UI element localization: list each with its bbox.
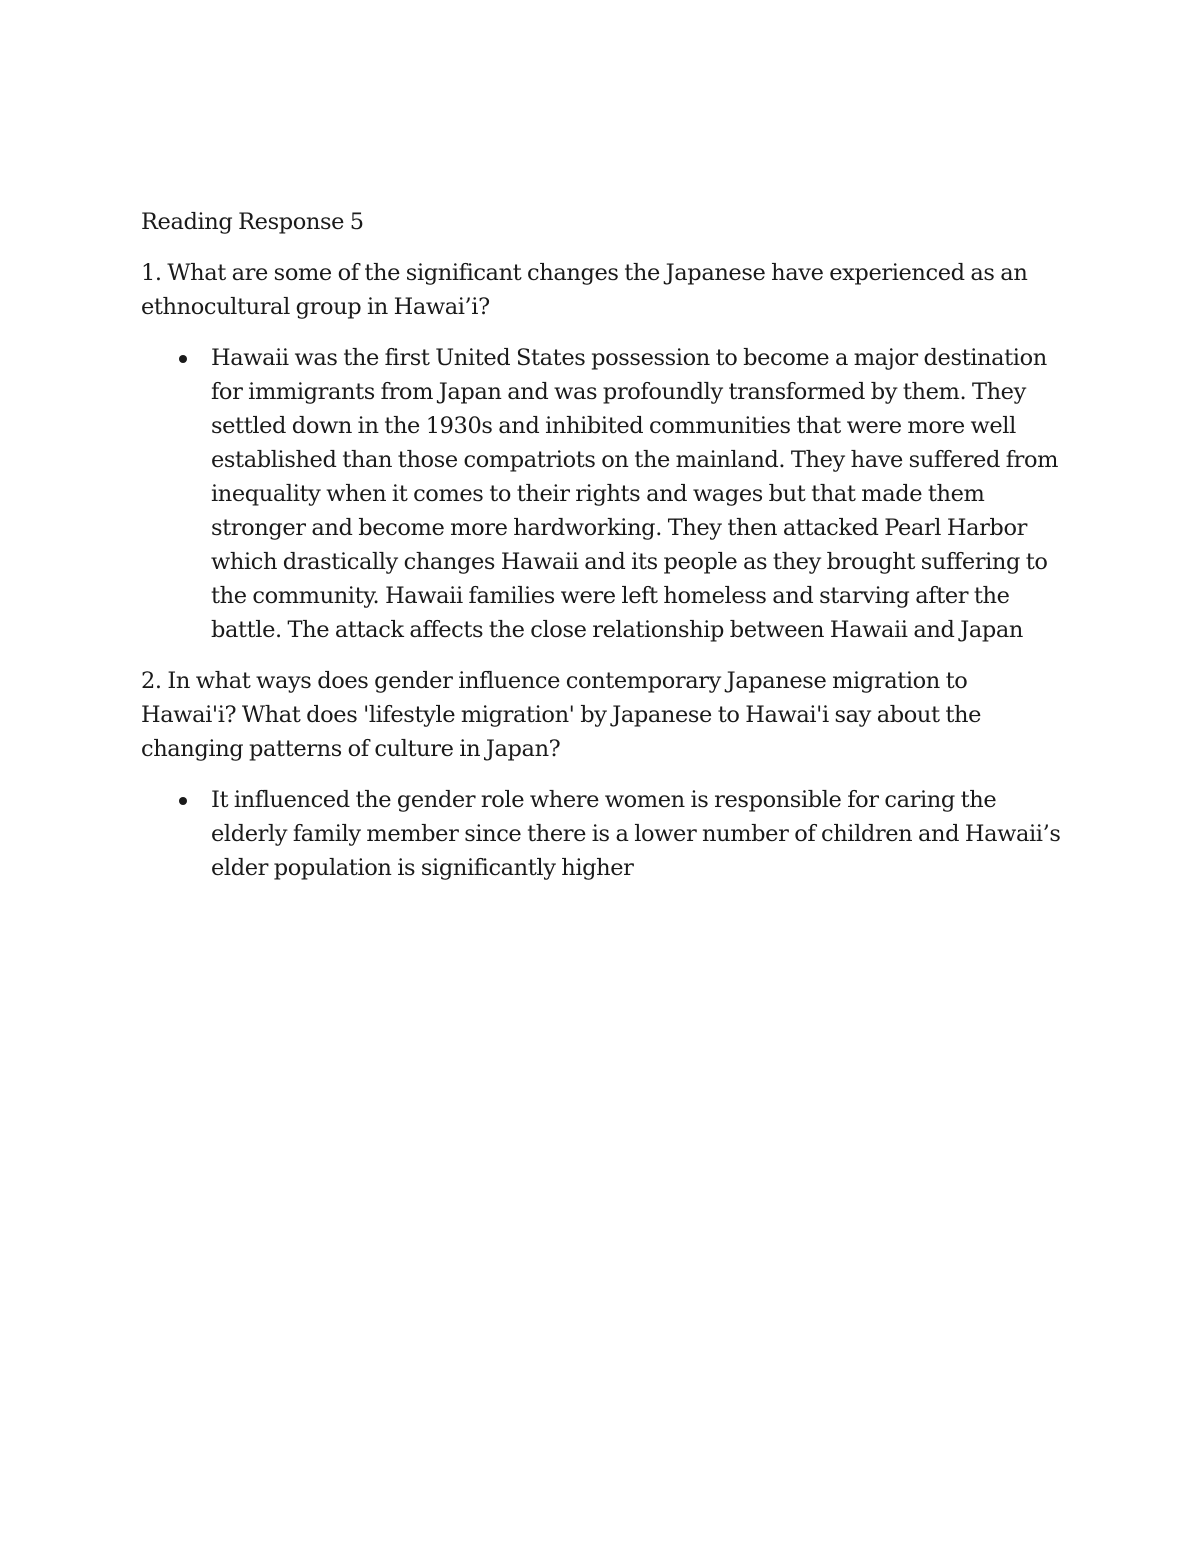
document-body [141, 205, 1061, 902]
question-1-answer-list [141, 341, 1061, 647]
answer-text: Hawaii was the first United States possession to become a major destination for immigrants from Japan and was profoundly transformed by them. They settled down in the 1930s and inhibited communities that were more well established than those compatriots on the mainland. They have suffered from inequality when it comes to their rights and wages but that made them stronger and become more hardworking. They then attacked Pearl Harbor which drastically changes Hawaii and its people as they brought suffering to the community. Hawaii families were left homeless and starving after the battle. The attack affects the close relationship between Hawaii and Japan [211, 345, 1059, 643]
list-item [141, 783, 1061, 885]
question-1-prompt: 1. What are some of the significant changes the Japanese have experienced as an ethnocultural group in Hawai’i? [141, 260, 1028, 320]
bullet-icon [179, 797, 187, 805]
question-2-prompt: 2. In what ways does gender influence contemporary Japanese migration to Hawai'i? What does 'lifestyle migration' by Japanese to Hawai'i say about the changing patterns of culture in Japan? [141, 668, 982, 762]
list-item [141, 341, 1061, 647]
bullet-icon [179, 355, 187, 363]
answer-text: It influenced the gender role where women is responsible for caring the elderly family member since there is a lower number of children and Hawaii’s elder population is significantly higher [211, 787, 1061, 881]
document-title: Reading Response 5 [141, 209, 364, 235]
question-2-answer-list [141, 783, 1061, 885]
